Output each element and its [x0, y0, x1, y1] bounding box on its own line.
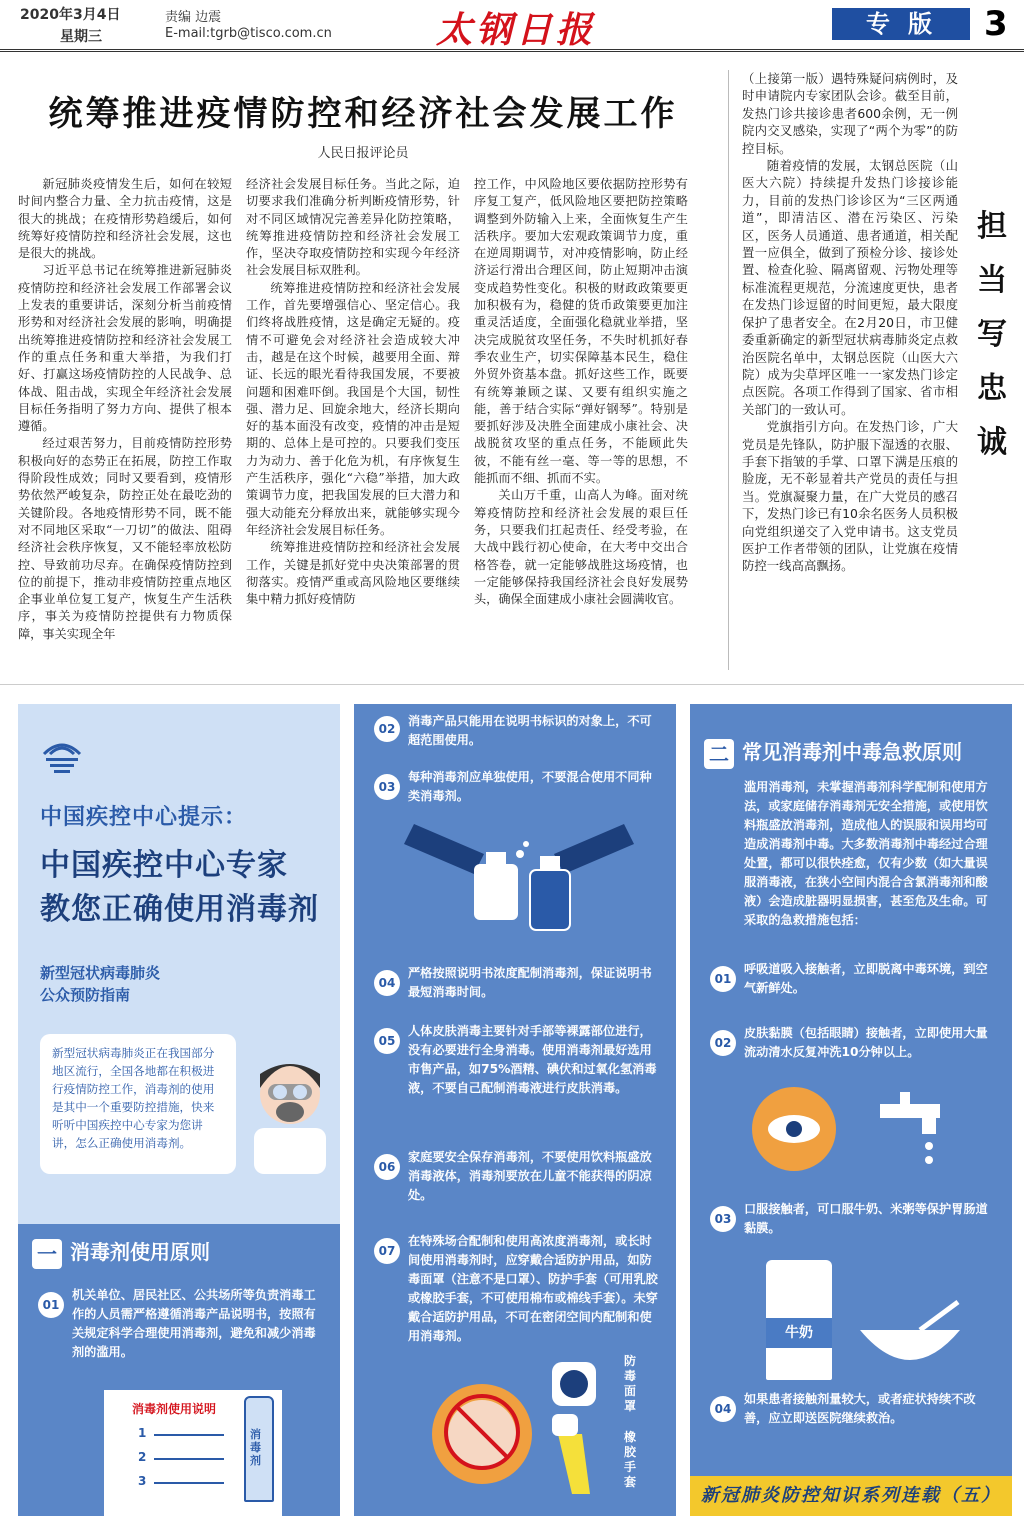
infographic-panel-2 [354, 704, 676, 1516]
expert-with-mask-icon [246, 1044, 334, 1174]
item-number: 06 [374, 1154, 400, 1180]
side-story [742, 70, 958, 575]
manual-line-number: 1 [138, 1426, 147, 1440]
first-aid-intro: 滥用消毒剂，未掌握消毒剂科学配制和使用方法，或家庭储存消毒剂无安全措施，或使用饮料瓶盛放消毒剂，造成他人的误服和误用均可造成消毒剂中毒。大多数消毒剂中毒经过合理处置，都可以很快痊愈，仅有少数（如大量误服消毒液，在狭小空间内混合含氯消毒剂和酸液）会造成脏器明显损害，甚至危及生命。可采取的急救措施包括： [744, 780, 988, 927]
article-column-1 [18, 176, 232, 643]
paragraph: 新冠肺炎疫情发生后，如何在较短时间内整合力量、全力抗击疫情，这是很大的挑战；在疫情形势趋缓后，如何统筹好疫情防控和经济社会发展，这也是很大的挑战。 [18, 177, 232, 261]
bottle-label: 消毒剂 [250, 1428, 261, 1467]
side-vertical-title [976, 200, 1008, 470]
newspaper-logo: 太钢日报 [436, 9, 597, 51]
article-headline: 统筹推进疫情防控和经济社会发展工作 [48, 94, 678, 134]
paragraph: 党旗指引方向。在发热门诊，广大党员是先锋队，防护服下湿透的衣服、手套下指皱的手掌、口罩下满是压痕的脸庞，无不彰显着共产党员的责任与担当。党旗凝聚力量，在广大党员的感召下，发热门诊已有10余名医务人员积极向党组织递交了入党申请书。这支党员医护工作者带领的团队，让党旗在疫情防控一线高高飘扬。 [742, 419, 958, 574]
article-byline: 人民日报评论员 [317, 146, 409, 161]
principle-item: 每种消毒剂应单独使用，不要混合使用不同种类消毒剂。 [408, 770, 652, 803]
paragraph: 经济社会发展目标任务。当此之际，迫切要求我们准确分析判断疫情形势，针对不同区域情况完善差异化防控策略，统筹推进疫情防控和经济社会发展工作，坚决夺取疫情防控和实现今年经济社会发展目标双胜利。 [246, 177, 460, 278]
issue-date: 2020年3月4日 [20, 7, 121, 23]
title-char: 写 [977, 317, 1007, 352]
principle-item: 人体皮肤消毒主要针对手部等裸露部位进行，没有必要进行全身消毒。使用消毒剂最好选用市售产品，如75%酒精、碘伏和过氧化氢消毒液，不要自己配制消毒液进行皮肤消毒。 [408, 1024, 657, 1095]
principle-item: 机关单位、居民社区、公共场所等负责消毒工作的人员需严格遵循消毒产品说明书，按照有关规定科学合理使用消毒剂，避免和减少消毒剂的滥用。 [72, 1288, 316, 1359]
manual-line-number: 2 [138, 1450, 147, 1464]
section-badge: 一 [32, 1239, 62, 1269]
article-column-3 [474, 176, 688, 608]
disinfectant-bottle-icon [244, 1396, 274, 1502]
manual-line-number: 3 [138, 1474, 147, 1488]
title-char: 担 [977, 209, 1007, 244]
editor-credit: 责编 边震 [165, 10, 222, 25]
title-char: 当 [977, 263, 1007, 298]
section-badge: 二 [704, 739, 734, 769]
glove-label: 橡胶手套 [624, 1430, 637, 1489]
issue-weekday: 星期三 [60, 29, 102, 45]
milk-carton-icon [766, 1260, 832, 1380]
title-line-2: 教您正确使用消毒剂 [40, 892, 319, 927]
principle-item: 消毒产品只能用在说明书标识的对象上，不可超范围使用。 [408, 714, 652, 747]
principle-item: 在特殊场合配制和使用高浓度消毒剂，或长时间使用消毒剂时，应穿戴合适防护用品，如防毒面罩（注意不是口罩）、防护手套（可用乳胶或橡胶手套，不可使用棉布或棉线手套）。未穿戴合适防护用品，不可在密闭空间内配制和使用消毒剂。 [408, 1234, 658, 1343]
milk-label: 牛奶 [766, 1318, 832, 1348]
panel-1-title [40, 844, 330, 932]
section-title: 消毒剂使用原则 [70, 1240, 210, 1264]
paragraph: 统筹推进疫情防控和经济社会发展工作，关键是抓好党中央决策部署的贯彻落实。疫情严重或高风险地区要继续集中精力抓好疫情防 [246, 540, 460, 607]
section-title: 常见消毒剂中毒急救原则 [742, 740, 962, 764]
manual-line [154, 1434, 224, 1436]
infographic-panel-1 [18, 704, 340, 1516]
paragraph: 统筹推进疫情防控和经济社会发展工作，首先要增强信心、坚定信心。我们终将战胜疫情，这是确定无疑的。疫情不可避免会对经济社会造成较大冲击，越是在这个时候，越要用全面、辩证、长远的眼光看待我国发展，不要被问题和困难吓倒。我国是个大国，韧性强、潜力足、回旋余地大，经济长期向好的基本面没有改变，疫情的冲击是短期的、总体上是可控的。只要我们变压力为动力、善于化危为机，有序恢复生产生活秩序，强化“六稳”举措，加大政策调节力度，把我国发展的巨大潜力和强大动能充分释放出来，就能够实现今年经济社会发展目标任务。 [246, 280, 460, 537]
item-number: 03 [710, 1206, 736, 1232]
section-1-heading [32, 1234, 210, 1270]
protective-equipment-icon [422, 1354, 612, 1504]
manual-title: 消毒剂使用说明 [132, 1402, 217, 1416]
item-number: 07 [374, 1238, 400, 1264]
item-number: 04 [710, 1396, 736, 1422]
article-column-2 [246, 176, 460, 608]
series-footer: 新冠肺炎防控知识系列连载（五） [690, 1476, 1012, 1516]
section-2-heading [704, 734, 962, 770]
subtitle-line-2: 公众预防指南 [40, 986, 131, 1004]
item-number: 04 [374, 970, 400, 996]
manual-line [154, 1482, 224, 1484]
item-number: 03 [374, 774, 400, 800]
cdc-logo-icon [40, 734, 84, 774]
item-number: 05 [374, 1028, 400, 1054]
title-char: 忠 [977, 371, 1007, 406]
principle-item: 家庭要安全保存消毒剂，不要使用饮料瓶盛放消毒液体，消毒剂要放在儿童不能获得的阴凉处。 [408, 1150, 652, 1202]
paragraph: （上接第一版）遇特殊疑问病例时，及时申请院内专家团队会诊。截至目前，发热门诊共接诊患者600余例，无一例院内交叉感染，实现了“两个为零”的防控目标。 [742, 71, 958, 156]
paragraph: 关山万千重，山高人为峰。面对统筹疫情防控和经济社会发展的艰巨任务，只要我们扛起责任、经受考验，在大战中践行初心使命，在大考中交出合格答卷，就一定能够战胜这场疫情，也一定能够保持我国经济社会良好发展势头，确保全面建成小康社会圆满收官。 [474, 488, 688, 607]
masthead [0, 0, 1024, 52]
paragraph: 控工作，中风险地区要依据防控形势有序复工复产，低风险地区要把防控策略调整到外防输入上来，全面恢复生产生活秩序。要加大宏观政策调节力度，重在逆周期调节，对冲疫情影响，防止经济运行滑出合理区间，防止短期冲击演变成趋势性变化。积极的财政政策要更加积极有为，稳健的货币政策要更加注重灵活适度，全面强化稳就业举措，坚决完成脱贫攻坚任务，不失时机抓好春季农业生产，切实保障基本民生，稳住外贸外资基本盘。抓好这些工作，既要有统筹兼顾之谋、又要有组织实施之能，善于结合实际“弹好钢琴”。特别是要抓好涉及决胜全面建成小康社会、决战脱贫攻坚的重点任务，不能顾此失彼，不能有丝一毫、等一等的思想，不能抓而不细、抓而不实。 [474, 177, 688, 486]
first-aid-item: 如果患者接触剂量较大，或者症状持续不改善，应立即送医院继续救治。 [744, 1392, 976, 1425]
paragraph: 习近平总书记在统筹推进新冠肺炎疫情防控和经济社会发展工作部署会议上发表的重要讲话，深刻分析当前疫情形势和对经济社会发展的影响，明确提出统筹推进疫情防控和经济社会发展工作的重点任务和重大举措，为我们打好、打赢这场疫情防控的人民战争、总体战、阻击战，实现全年经济社会发展目标任务指明了努力方向、提供了根本遵循。 [18, 263, 232, 434]
title-line-1: 中国疾控中心专家 [40, 848, 288, 883]
panel-1-subtitle [40, 962, 240, 1006]
first-aid-item: 呼吸道吸入接触者，立即脱离中毒环境，到空气新鲜处。 [744, 962, 988, 995]
speech-bubble: 新型冠状病毒肺炎正在我国部分地区流行，全国各地都在积极进行疫情防控工作，消毒剂的使用是其中一个重要防控措施，快来听听中国疾控中心专家为您讲讲，怎么正确使用消毒剂。 [40, 1034, 236, 1174]
column-divider [728, 70, 729, 670]
cdc-tip-label: 中国疾控中心提示： [40, 805, 248, 830]
principle-item: 严格按照说明书浓度配制消毒剂，保证说明书最短消毒时间。 [408, 966, 652, 999]
paragraph: 随着疫情的发展，太钢总医院（山医大六院）持续提升发热门诊接诊能力，目前的发热门诊诊区为“三区两通道”，即清洁区、潜在污染区、污染区，医务人员通道、患者通道，相关配置一应俱全，做到了预检分诊、接诊处置、检查化验、隔离留观、污物处理等标准流程更规范，分流速度更快，患者在发热门诊逗留的时间更短，最大限度保护了患者安全。在2月20日，市卫健委重新确定的新型冠状病毒肺炎定点救治医院名单中，太钢总医院（山医大六院）成为尖草坪区唯一一家发热门诊定点医院。各项工作得到了国家、省市相关部门的一致认可。 [742, 158, 958, 417]
mask-label: 防毒面罩 [624, 1354, 637, 1413]
paragraph: 经过艰苦努力，目前疫情防控形势积极向好的态势正在拓展，防控工作取得阶段性成效；同时又要看到，疫情形势依然严峻复杂，防控正处在最吃劲的关键阶段。各地疫情形势不同，既不能对不同地区采取“一刀切”的做法、阻碍经济社会秩序恢复，又不能轻率放松防控、导致前功尽弃。在确保疫情防控到位的前提下，推动非疫情防控重点地区企事业单位复工复产，恢复生产生活秩序，事关为疫情防控提供有力物质保障，事关实现全年 [18, 436, 232, 641]
page-number: 3 [984, 4, 1008, 44]
item-number: 01 [38, 1292, 64, 1318]
subtitle-line-1: 新型冠状病毒肺炎 [40, 964, 161, 982]
editor-email: E-mail:tgrb@tisco.com.cn [165, 26, 332, 41]
section-divider [0, 684, 1024, 685]
infographic-panel-3 [690, 704, 1012, 1516]
two-spray-bottles-icon [394, 814, 644, 954]
item-number: 02 [710, 1030, 736, 1056]
first-aid-item: 皮肤黏膜（包括眼睛）接触者，立即使用大量流动清水反复冲洗10分钟以上。 [744, 1026, 988, 1059]
first-aid-item: 口服接触者，可口服牛奶、米粥等保护胃肠道黏膜。 [744, 1202, 988, 1235]
porridge-bowl-icon [850, 1300, 970, 1380]
item-number: 02 [374, 716, 400, 742]
title-char: 诚 [977, 425, 1007, 460]
eye-wash-and-tap-icon [750, 1084, 970, 1174]
manual-line [154, 1458, 224, 1460]
item-number: 01 [710, 966, 736, 992]
section-label: 专版 [832, 8, 970, 40]
